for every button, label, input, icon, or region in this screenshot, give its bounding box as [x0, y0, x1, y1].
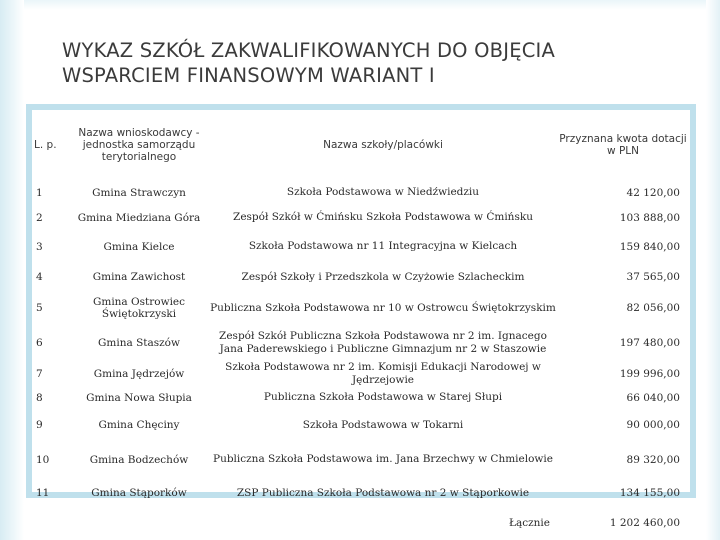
row-applicant: Gmina Jędrzejów [93, 368, 185, 380]
row-lp: 5 [36, 302, 43, 314]
row-lp: 6 [36, 337, 43, 349]
row-amount: 66 040,00 [626, 391, 680, 404]
row-applicant: Gmina Kielce [103, 240, 175, 253]
row-amount: 103 888,00 [619, 211, 680, 224]
row-school: Zespół Szkoły i Przedszkola w Czyżowie Szlacheckim [241, 270, 525, 283]
row-lp: 8 [36, 391, 43, 404]
table-frame [26, 104, 696, 529]
row-lp: 11 [36, 487, 50, 499]
row-applicant: Gmina Chęciny [98, 419, 180, 431]
table-row [32, 325, 690, 361]
row-applicant: Gmina Staszów [98, 337, 180, 349]
total-amount: 1 202 460,00 [609, 517, 680, 529]
table-row [32, 291, 690, 325]
table-row [32, 205, 690, 230]
row-applicant: Gmina Miedziana Góra [77, 211, 201, 224]
row-school: Publiczna Szkoła Podstawowa w Starej Słupi [263, 391, 503, 403]
row-amount: 197 480,00 [619, 337, 680, 349]
row-amount: 134 155,00 [619, 487, 680, 499]
table-container [32, 110, 690, 529]
row-applicant: Gmina Ostrowiec Świętokrzyski [92, 296, 186, 320]
row-amount: 199 996,00 [619, 368, 680, 380]
row-amount: 89 320,00 [626, 453, 680, 466]
row-amount: 42 120,00 [626, 186, 680, 199]
table-row [32, 263, 690, 291]
header-school: Nazwa szkoły/placówki [323, 139, 443, 151]
row-school: Szkoła Podstawowa nr 2 im. Komisji Edukacji Narodowej w Jędrzejowie [225, 361, 541, 386]
row-school: Publiczna Szkoła Podstawowa im. Jana Brzechwy w Chmielowie [213, 453, 553, 465]
table-row [32, 408, 690, 442]
row-amount: 37 565,00 [626, 271, 680, 283]
row-lp: 7 [36, 368, 43, 380]
page-title [62, 38, 682, 88]
row-lp: 3 [36, 240, 43, 253]
row-school: Szkoła Podstawowa w Tokarni [302, 418, 464, 431]
row-amount: 90 000,00 [626, 419, 680, 431]
table-row [32, 442, 690, 477]
schools-table [32, 110, 690, 533]
title-line-2: WSPARCIEM FINANSOWYM WARIANT I [62, 64, 435, 87]
row-lp: 9 [36, 419, 43, 431]
row-applicant: Gmina Strawczyn [92, 186, 186, 199]
row-school: Zespół Szkół w Ćmińsku Szkoła Podstawowa w Ćmińsku [233, 211, 533, 223]
left-decorative-band [0, 0, 24, 540]
table-row [32, 387, 690, 408]
top-decoration [0, 0, 720, 10]
row-lp: 2 [36, 211, 43, 224]
row-lp: 4 [36, 271, 43, 283]
header-applicant: Nazwa wnioskodawcy - jednostka samorządu terytorialnego [78, 127, 200, 163]
header-amount: Przyznana kwota dotacji w PLN [559, 133, 687, 157]
table-row [32, 180, 690, 205]
header-lp: L. p. [34, 139, 57, 151]
row-applicant: Gmina Stąporków [91, 487, 187, 499]
row-school: Zespół Szkół Publiczna Szkoła Podstawowa nr 2 im. Ignacego Jana Paderewskiego i Publiczne Gimnazjum nr 2 w Staszowie [219, 330, 547, 355]
right-decorative-band [706, 0, 720, 540]
row-school: ZSP Publiczna Szkoła Podstawowa nr 2 w Stąporkowie [236, 486, 530, 499]
totals-row [32, 509, 690, 533]
row-school: Szkoła Podstawowa nr 11 Integracyjna w Kielcach [248, 240, 518, 252]
row-school: Publiczna Szkoła Podstawowa nr 10 w Ostrowcu Świętokrzyskim [210, 301, 556, 314]
table-row [32, 230, 690, 263]
table-row [32, 477, 690, 509]
table-header-row [32, 110, 690, 180]
row-amount: 82 056,00 [626, 302, 680, 314]
row-amount: 159 840,00 [619, 240, 680, 253]
title-line-1: WYKAZ SZKÓŁ ZAKWALIFIKOWANYCH DO OBJĘCIA [62, 39, 556, 62]
row-school: Szkoła Podstawowa w Niedźwiedziu [286, 186, 480, 198]
row-applicant: Gmina Zawichost [92, 271, 186, 283]
table-row [32, 361, 690, 387]
total-label: Łącznie [508, 517, 550, 529]
row-applicant: Gmina Nowa Słupia [86, 391, 192, 404]
row-lp: 10 [36, 453, 50, 466]
row-applicant: Gmina Bodzechów [89, 453, 189, 466]
row-lp: 1 [36, 186, 43, 199]
table-body [32, 180, 690, 509]
